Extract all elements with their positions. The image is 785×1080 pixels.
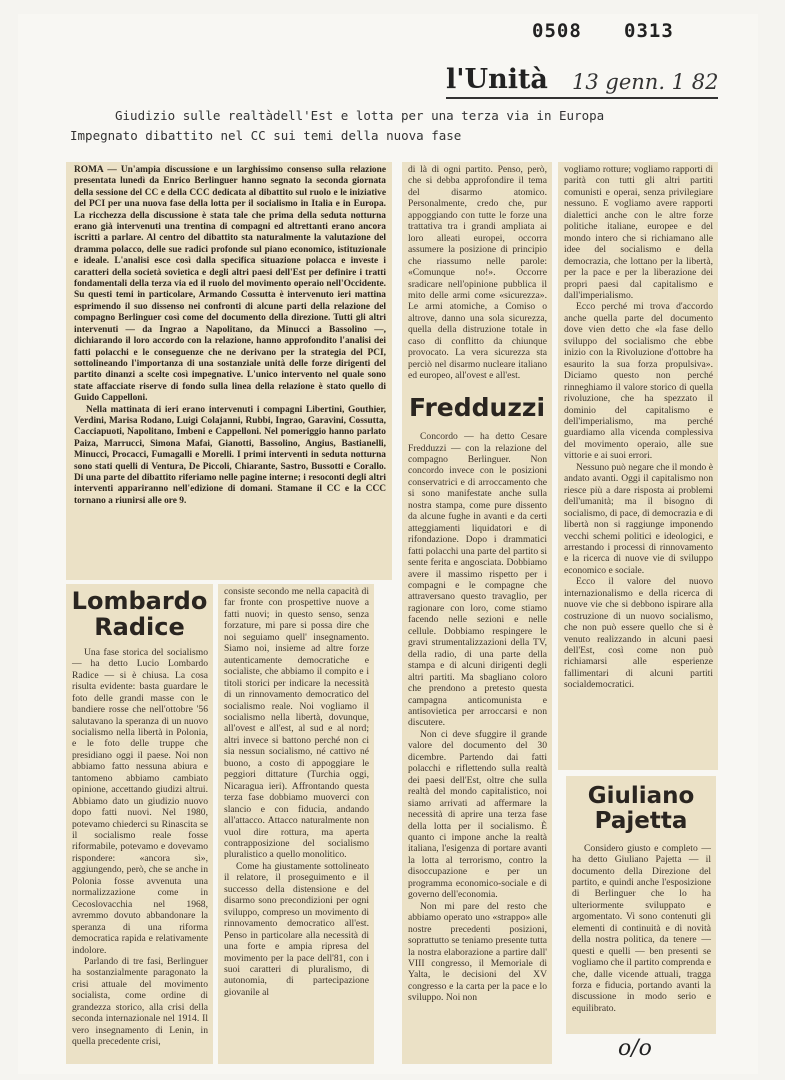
masthead-rule — [446, 97, 718, 99]
right-paragraph-2: Ecco perché mi trova d'accordo anche quella parte del documento dove vien detto che «la fase dello sviluppo del socialismo che ebbe inizio con la Rivoluzione d'ottobre ha esaurito la sua forza propulsiva». Diciamo questo non perché rinneghiamo il valore storico di quella rivoluzione, che ha spezzato il dominio del capitalismo e dell'imperialismo, ma perché guardiamo alla vicenda complessiva del movimento operaio, alle sue vittorie e ai suoi errori. — [564, 301, 713, 462]
fredduzzi-paragraph-1: Concordo — ha detto Cesare Fredduzzi — con la relazione del compagno Berlinguer. Non concordo invece con le posizioni conservatrici e di arroccamento che si sono manifestate anche sulla nostra stampa, come pure dissento da alcune fughe in avanti e da certi atteggiamenti liquidatori e di rifondazione. Dopo i drammatici fatti polacchi una parte del partito si sente ferita e angosciata. Dobbiamo avere il massimo rispetto per i compagni e le compagne che attraversano questo travaglio, per ragionare con loro, come stiamo facendo nelle sezioni e nelle cellule. Dobbiamo respingere le gravi strumentalizzazioni della TV, della radio, di una parte della stampa e di alcuni dirigenti degli altri partiti. Ma sbagliano coloro che prendono a pretesto questa campagna anticomunista e antisovietica per arroccarsi e non discutere. — [408, 431, 547, 729]
right-column-text — [558, 162, 718, 691]
lombardo-paragraph-1: Una fase storica del socialismo — ha detto Lucio Lombardo Radice — si è chiusa. La cosa risulta evidente: basta guardare le foto delle grandi masse con le bandiere rosse che nell'ottobre '56 salutavano la speranza di un nuovo socialismo nella libertà in Polonia, e le foto delle truppe che presidiano oggi il paese. Noi non abbiamo fatto nessuna abiura e tantomeno abbiamo cambiato opinione, accettando giudizi altrui. Abbiamo dato un giudizio nuovo dopo fatti nuovi. Nel 1980, potevamo chiederci su Rinascita se il socialismo reale fosse riformabile, potevamo e dovevamo rispondere: «ancora sì», aggiungendo, però, che se anche in Polonia fosse avvenuta una normalizzazione come in Cecoslovacchia nel 1968, avremmo dovuto abbandonare la speranza di una riforma democratica rapida e relativamente indolore. — [72, 646, 208, 956]
right-paragraph-1: vogliamo rotture; vogliamo rapporti di parità con tutti gli altri partiti comunisti e operai, senza privilegiare nessuno. E vogliamo avere rapporti dialettici anche con le altre forze politiche italiane, europee e del mondo intero che si richiamano alle idee del socialismo e della democrazia, che lottano per la libertà, per la pace e per la liberazione dei propri paesi dal capitalismo e dall'imperialismo. — [564, 164, 713, 301]
lead-dateline: ROMA — — [74, 165, 121, 175]
lombardo-col-1-text — [66, 647, 213, 1048]
right-paragraph-3: Nessuno può negare che il mondo è andato avanti. Oggi il capitalismo non riesce più a dare risposta ai problemi dell'umanità; ma il bisogno di socialismo, di pace, di democrazia e di libertà non si raggiunge imponendo vecchi schemi politici e ideologici, e arrestando i processi di rinnovamento e la ricerca di nuove vie di sviluppo economico e sociale. — [564, 461, 713, 576]
lead-paragraph-1-text: Un'ampia discussione e un larghissimo consenso sulla relazione presentata lunedì da Enrico Berlinguer hanno segnato la seconda giornata della sessione del CC e della CCC dedicata al dibattito sul ruolo e le iniziative del PCI per una nuova fase della lotta per il socialismo in Italia e in Europa. La ricchezza della discussione è stata tale che prima della seduta notturna erano già intervenuti una trentina di compagni ed altrettanti erano ancora iscritti a parlare. Al centro del dibattito sta naturalmente la valutazione del dramma polacco, delle sue radici profonde sul piano economico, istituzionale e ideale. L'analisi esce così dalla specifica situazione polacca e investe i caratteri della società sovietica e degli altri paesi dell'Est per definire i tratti fondamentali della terza via ed il ruolo del movimento operaio nell'Occidente. Su questi temi in particolare, Armando Cossutta è intervenuto ieri mattina esprimendo il suo dissenso nei confronti di alcune parti della relazione del compagno Berlinguer così come del documento della direzione. Tutti gli altri intervenuti — da Ingrao a Napolitano, da Minucci a Bassolino —, dichiarando il loro accordo con la relazione, hanno approfondito l'analisi dei fatti polacchi e le conseguenze che ne derivano per la strategia del PCI, sottolineando l'importanza di una sostanziale unità delle forze dirigenti del partito dinanzi a scelte così impegnative. L'unico intervento nel quale sono state affacciate riserve di fondo sulla linea della relazione è stato quello di Guido Cappelloni. — [74, 165, 386, 404]
lombardo-paragraph-4: Come ha giustamente sottolineato il relatore, il proseguimento e il successo della distensione e del disarmo sono precondizioni per ogni sviluppo, compreso un movimento di rinnovamento democratico all'est. Penso in particolare alla necessità di una forte e ampia ripresa del movimento per la pace dell'81, con i suoi caratteri di pluralismo, di autonomia, di partecipazione giovanile al — [224, 860, 369, 998]
lead-paragraph-2: Nella mattinata di ieri erano intervenuti i compagni Libertini, Gouthier, Verdini, Marisa Rodano, Luigi Colajanni, Rubbi, Ingrao, Garavini, Cossutta, Cacciapuoti, Napolitano, Imbeni e Cappelloni. Nel pomeriggio hanno parlato Paiza, Marrucci, Simona Mafai, Gianotti, Bassolino, Angius, Bastianelli, Minucci, Procacci, Fumagalli e Morelli. I primi interventi in seduta notturna sono stati quelli di Ventura, De Piccoli, Chiarante, Sastro, Bussotti e Corallo. Di una parte del dibattito riferiamo nelle pagine interne; i resoconti degli altri interventi appariranno nell'edizione di domani. Stamane il CC e la CCC tornano a riunirsi alle ore 9. — [74, 404, 386, 506]
lead-clipping — [66, 162, 392, 580]
right-column — [558, 162, 718, 770]
lead-paragraph-1 — [74, 165, 386, 405]
pajetta-heading-line-1: Giuliano — [587, 783, 695, 809]
pajetta-text — [566, 843, 716, 1015]
handwritten-date: 13 genn. 1 82 — [572, 70, 719, 94]
lombardo-paragraph-3: consiste secondo me nella capacità di far fronte con prospettive nuove a fatti nuovi; in questo senso, senza forzature, mi pare si possa dire che noi seguiamo quell' insegnamento. Siamo noi, insieme ad altre forze autenticamente democratiche e socialiste, che abbiamo il compito e i titoli storici per indicare la necessità di un rinnovamento democratico del socialismo reale. Noi vogliamo il socialismo nella libertà, dovunque, all'ovest e all'est, al sud e al nord; altri invece si battono perché non ci sia nessun socialismo, né cattivo né buono, a costo di appoggiare le peggiori dittature (Turchia oggi, Nicaragua ieri). Affrontando questa terza fase dobbiamo muoverci con slancio e con fiducia, andando all'attacco. Attacco naturalmente non vuol dire rottura, ma aperta contrapposizione del socialismo pluralistico a quello monolitico. — [224, 586, 369, 861]
typed-headline-2: Impegnato dibattito nel CC sui temi della nuova fase — [70, 128, 462, 143]
handwritten-mark: o/o — [618, 1036, 652, 1061]
lombardo-col-1 — [66, 584, 213, 1064]
fredduzzi-paragraph-3: Non mi pare del resto che abbiamo operato uno «strappo» alle nostre precedenti posizioni, soprattutto se teniamo presente tutta la nostra elaborazione a partire dall' VIII congresso, il Memoriale di Yalta, le decisioni del XV congresso e la carta per la pace e lo sviluppo. Noi non — [408, 900, 547, 1004]
fredduzzi-heading: Fredduzzi — [408, 392, 546, 422]
typed-headline-1: Giudizio sulle realtàdell'Est e lotta per una terza via in Europa — [115, 108, 605, 123]
lombardo-heading-line-1: Lombardo — [71, 587, 208, 615]
right-paragraph-4: Ecco il valore del nuovo internazionalismo e della ricerca di nuove vie che si debbono ispirare alla costruzione di un nuovo socialismo, che non può essere quello che si è venuto realizzando in alcuni paesi dell'Est, così come non può richiamarsi alle esperienze fallimentari di alcuni partiti socialdemocratici. — [564, 576, 713, 691]
archive-number-right: 0313 — [624, 20, 674, 42]
middle-column — [402, 162, 552, 1064]
lombardo-col-2 — [218, 584, 374, 1064]
pajetta-clipping — [566, 776, 716, 1034]
lead-text — [66, 162, 392, 507]
middle-top-text — [402, 162, 552, 382]
newspaper-masthead: l'Unità — [446, 64, 548, 95]
fredduzzi-text — [402, 431, 552, 1004]
pajetta-heading-line-2: Pajetta — [594, 808, 688, 835]
lombardo-paragraph-2: Parlando di tre fasi, Berlinguer ha sostanzialmente paragonato la crisi attuale del movimento socialista, come ordine di grandezza storico, alla crisi della seconda internazionale nel 1914. Il vero insegnamento di Lenin, in quella precedente crisi, — [72, 956, 208, 1048]
lombardo-heading-line-2: Radice — [94, 613, 185, 642]
middle-paragraph-1: di là di ogni partito. Penso, però, che si debba approfondire il tema del disarmo atomico. Personalmente, credo che, pur appoggiando con tutte le forze una trattativa tra i grandi ampliata ai loro alleati europei, occorra assumere la posizione di principio che riassumo nelle parole: «Comunque no!». Occorre sradicare nell'opinione pubblica il mito delle armi come «sicurezza». Le armi atomiche, a Comiso o altrove, danno una sola sicurezza, quella della distruzione totale in caso di conflitto da chiunque provocato. La vera sicurezza sta perciò nel disarmo nucleare italiano ed europeo, all'ovest e all'est. — [408, 164, 547, 382]
lombardo-col-2-text — [218, 584, 374, 998]
pajetta-paragraph-1: Considero giusto e completo — ha detto Giuliano Pajetta — il documento della Direzione del partito, e quindi anche l'esposizione di Berlinguer che lo ha ulteriormente sviluppato e argomentato. Vi sono contenuti gli elementi di continuità e di novità della nostra politica, da tenere — questi e quelli — ben presenti se vogliamo che il partito comprenda e che, dalle vicende attuali, tragga forza e fiducia, portando avanti la discussione in modo serio e equilibrato. — [572, 842, 711, 1014]
archive-number-left: 0508 — [532, 20, 582, 42]
fredduzzi-paragraph-2: Non ci deve sfuggire il grande valore del documento del 30 dicembre. Partendo dai fatti polacchi e riflettendo sulla realtà dei paesi dell'Est, oltre che sulla realtà del mondo capitalistico, noi siamo arrivati ad affermare la necessità di aprire una terza fase della lotta per il socialismo. È quanto ci impone anche la realtà italiana, l'esigenza di portare avanti la lotta al terrorismo, contro la disoccupazione e per un programma economico-sociale e di governo dell'economia. — [408, 728, 547, 901]
